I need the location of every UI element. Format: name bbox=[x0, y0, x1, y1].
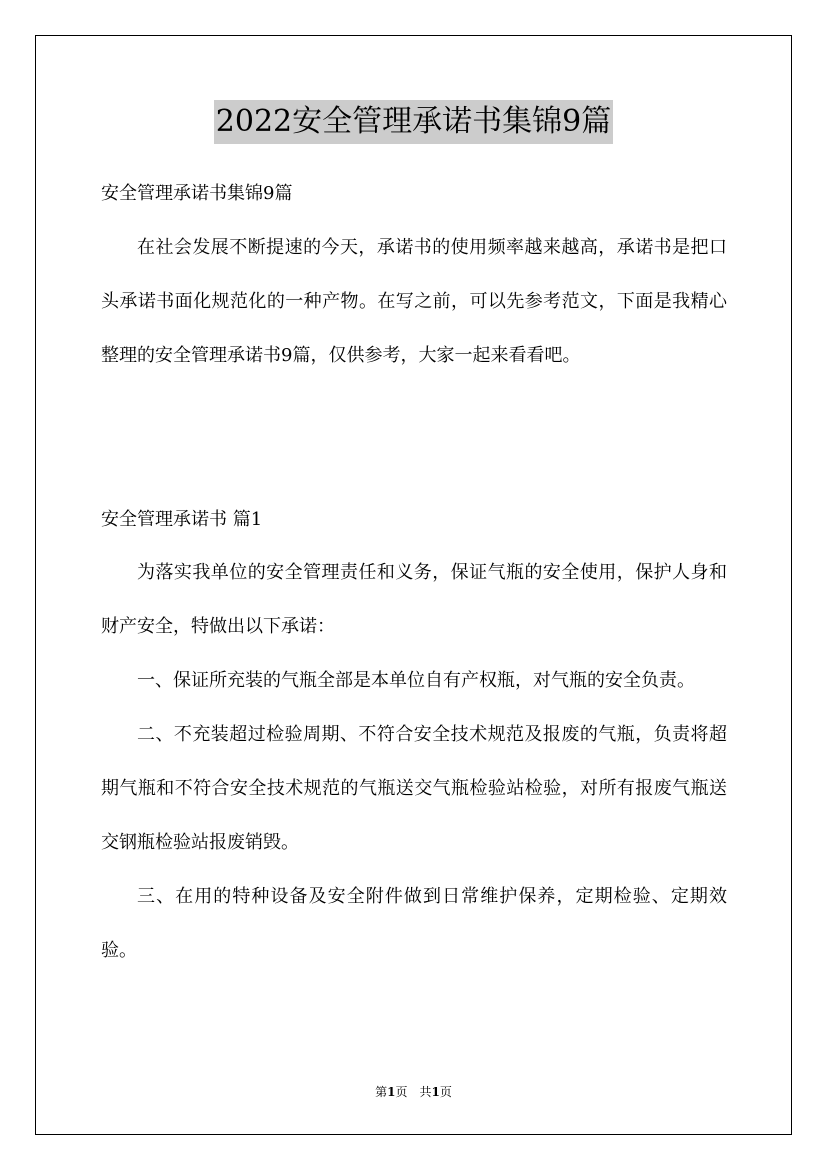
paragraph-4: 三、在用的特种设备及安全附件做到日常维护保养，定期检验、定期效验。 bbox=[101, 886, 727, 961]
title-container bbox=[0, 100, 827, 144]
document-subtitle: 安全管理承诺书集锦9篇 bbox=[101, 183, 293, 204]
intro-paragraph: 在社会发展不断提速的今天，承诺书的使用频率越来越高，承诺书是把口头承诺书面化规范化的一种产物。在写之前，可以先参考范文，下面是我精心整理的安全管理承诺书9篇，仅供参考，大家一起来看看吧。 bbox=[101, 237, 727, 366]
footer-current-page: 1 bbox=[387, 1085, 396, 1099]
section-body bbox=[101, 546, 727, 978]
paragraph-1: 为落实我单位的安全管理责任和义务，保证气瓶的安全使用，保护人身和财产安全，特做出以下承诺： bbox=[101, 562, 727, 637]
document-title: 2022安全管理承诺书集锦9篇 bbox=[214, 100, 613, 144]
footer-mid: 页 共 bbox=[395, 1085, 432, 1099]
page-footer bbox=[0, 1083, 827, 1100]
footer-total-pages: 1 bbox=[431, 1085, 440, 1099]
footer-prefix: 第 bbox=[375, 1085, 388, 1099]
intro-block bbox=[101, 221, 727, 383]
footer-suffix: 页 bbox=[439, 1085, 452, 1099]
section-title: 安全管理承诺书 篇1 bbox=[101, 509, 263, 530]
paragraph-3: 二、不充装超过检验周期、不符合安全技术规范及报废的气瓶，负责将超期气瓶和不符合安全技术规范的气瓶送交气瓶检验站检验，对所有报废气瓶送交钢瓶检验站报废销毁。 bbox=[101, 724, 727, 853]
paragraph-2: 一、保证所充装的气瓶全部是本单位自有产权瓶，对气瓶的安全负责。 bbox=[137, 670, 695, 691]
